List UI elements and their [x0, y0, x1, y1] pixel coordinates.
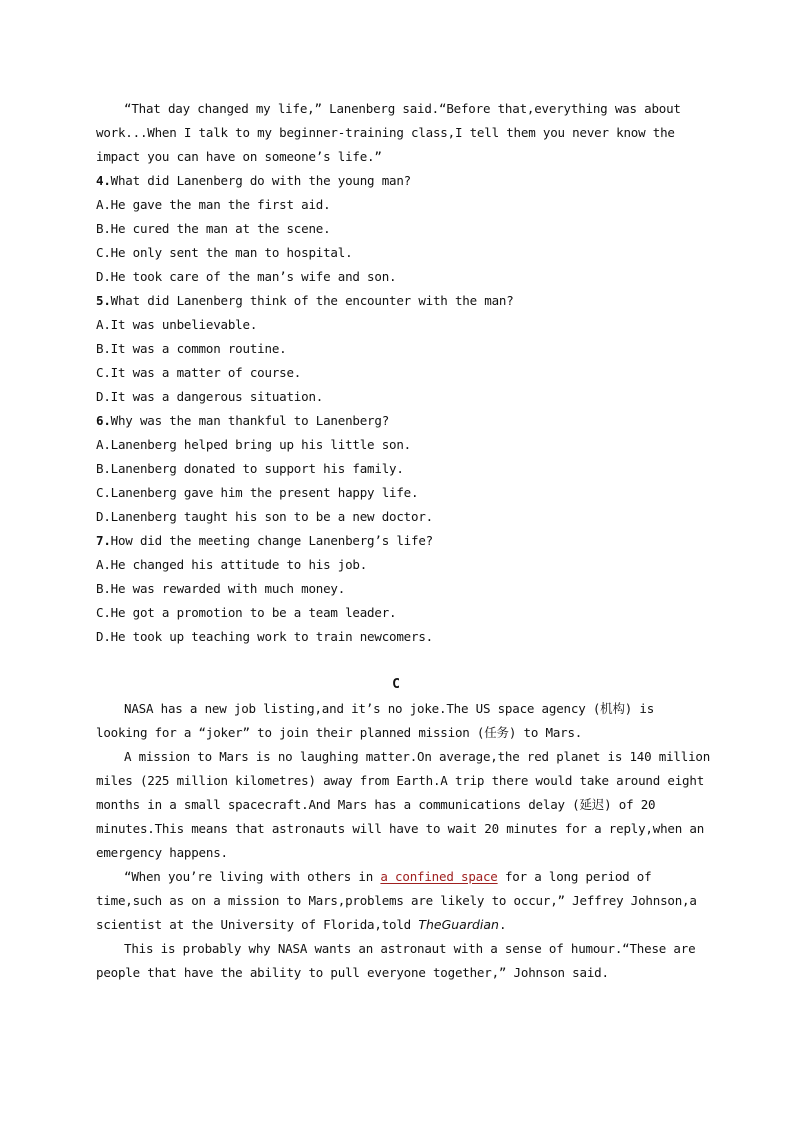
text-span: for a long period of	[497, 869, 652, 884]
question-number: 7.	[96, 533, 111, 548]
option-7a: A.He changed his attitude to his job.	[96, 557, 368, 572]
question-5	[96, 289, 696, 313]
option-5a: A.It was unbelievable.	[96, 317, 258, 332]
option-5d: D.It was a dangerous situation.	[96, 389, 324, 404]
passage-line: minutes.This means that astronauts will have to wait 20 minutes for a reply,when an	[96, 821, 705, 836]
passage-line: NASA has a new job listing,and it’s no joke.The US space agency (机构) is	[124, 701, 655, 716]
option-4a: A.He gave the man the first aid.	[96, 197, 331, 212]
question-7	[96, 529, 696, 553]
text-span: scientist at the University of Florida,told	[96, 917, 419, 932]
publication-name: TheGuardian	[418, 917, 499, 932]
option-7c: C.He got a promotion to be a team leader.	[96, 605, 397, 620]
option-7d: D.He took up teaching work to train newcomers.	[96, 629, 433, 644]
passage-line: impact you can have on someone’s life.”	[96, 149, 382, 164]
passage-line: miles (225 million kilometres) away from Earth.A trip there would take around eight	[96, 773, 705, 788]
question-4	[96, 169, 696, 193]
question-text: What did Lanenberg do with the young man?	[110, 173, 412, 188]
passage-line: time,such as on a mission to Mars,problems are likely to occur,” Jeffrey Johnson,a	[96, 893, 697, 908]
question-number: 6.	[96, 413, 111, 428]
passage-line: work...When I talk to my beginner-training class,I tell them you never know the	[96, 125, 675, 140]
option-6d: D.Lanenberg taught his son to be a new doctor.	[96, 509, 433, 524]
passage-line	[96, 865, 696, 889]
option-5b: B.It was a common routine.	[96, 341, 287, 356]
text-span: .	[498, 917, 507, 932]
option-6c: C.Lanenberg gave him the present happy life.	[96, 485, 419, 500]
question-6	[96, 409, 696, 433]
passage-line: looking for a “joker” to join their planned mission (任务) to Mars.	[96, 725, 583, 740]
passage-line	[96, 913, 696, 937]
option-4b: B.He cured the man at the scene.	[96, 221, 331, 236]
question-text: What did Lanenberg think of the encounter with the man?	[110, 293, 514, 308]
question-number: 4.	[96, 173, 111, 188]
option-5c: C.It was a matter of course.	[96, 365, 302, 380]
question-text: How did the meeting change Lanenberg’s life?	[110, 533, 433, 548]
option-7b: B.He was rewarded with much money.	[96, 581, 346, 596]
text-span: “When you’re living with others in	[124, 869, 381, 884]
option-6a: A.Lanenberg helped bring up his little son.	[96, 437, 412, 452]
passage-line: A mission to Mars is no laughing matter.On average,the red planet is 140 million	[124, 749, 711, 764]
underlined-phrase: a confined space	[380, 869, 498, 884]
passage-line: months in a small spacecraft.And Mars has a communications delay (延迟) of 20	[96, 797, 656, 812]
question-text: Why was the man thankful to Lanenberg?	[110, 413, 390, 428]
document-page	[96, 97, 711, 985]
passage-line: This is probably why NASA wants an astronaut with a sense of humour.“These are	[124, 941, 696, 956]
option-4d: D.He took care of the man’s wife and son.	[96, 269, 397, 284]
option-6b: B.Lanenberg donated to support his family.	[96, 461, 404, 476]
option-4c: C.He only sent the man to hospital.	[96, 245, 353, 260]
passage-line: emergency happens.	[96, 845, 228, 860]
question-number: 5.	[96, 293, 111, 308]
passage-line: people that have the ability to pull everyone together,” Johnson said.	[96, 965, 609, 980]
section-heading: C	[392, 677, 400, 692]
passage-line: “That day changed my life,” Lanenberg said.“Before that,everything was about	[124, 101, 681, 116]
